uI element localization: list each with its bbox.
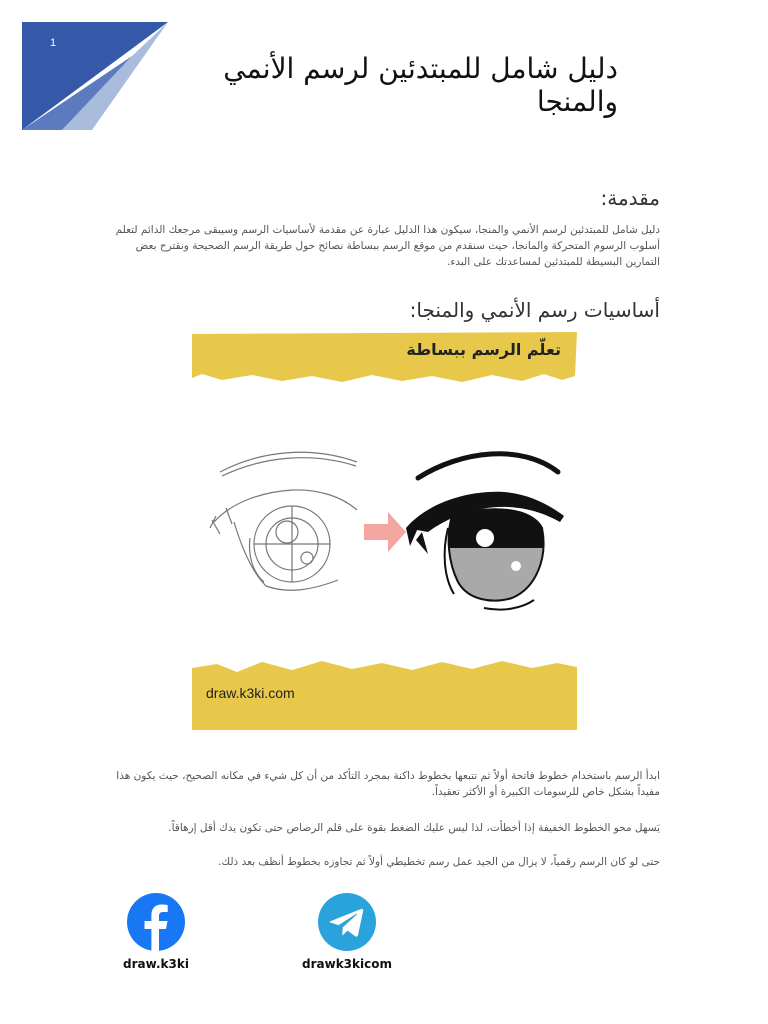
basics-heading: أساسيات رسم الأنمي والمنجا: <box>409 298 660 322</box>
corner-decoration <box>22 22 168 130</box>
figure-banner-title: تعلّم الرسم ببساطة <box>406 340 561 359</box>
basics-paragraph-2: يَسهل محو الخطوط الخفيفة إذا أخطأت، لذا ليس عليك الضغط بقوة على قلم الرصاص حتى تكون يدك أقل إرهاقاً. <box>168 822 660 834</box>
telegram-icon <box>318 893 376 951</box>
facebook-label: draw.k3ki <box>123 957 189 971</box>
intro-heading: مقدمة: <box>600 186 660 210</box>
page-number: 1 <box>50 37 57 49</box>
intro-paragraph: دليل شامل للمبتدئين لرسم الأنمي والمنجا، سيكون هذا الدليل عبارة عن مقدمة لأساسيات الرسم وسيبقى مرجعك الدائم لتعلم أسلوب الرسوم المتحركة والمانجا، حيث سنقدم من موقع الرسم ببساطة نصائح حول طريقة الرسم الصحيحة ونقترح بعض التمارين البسيطة للمبتدئين لمساعدتك على البدء. <box>115 224 660 268</box>
eye-drawing-figure <box>192 332 577 730</box>
basics-paragraph-3: حتى لو كان الرسم رقمياً، لا يزال من الجيد عمل رسم تخطيطي أولاً ثم تجاوزه بخطوط أنظف بعد ذلك. <box>218 856 660 868</box>
facebook-link[interactable] <box>116 893 196 971</box>
page-title: دليل شامل للمبتدئين لرسم الأنمي والمنجا <box>223 52 618 118</box>
facebook-icon <box>127 893 185 951</box>
telegram-link[interactable] <box>302 893 392 971</box>
telegram-label: drawk3kicom <box>302 957 392 971</box>
figure-url: draw.k3ki.com <box>206 685 295 701</box>
basics-paragraph-1: ابدأ الرسم باستخدام خطوط فاتحة أولاً ثم تتبعها بخطوط داكنة بمجرد التأكد من أن كل شيء في مكانه الصحيح، حيث يكون هذا مفيداً بشكل خاص للرسومات الكبيرة أو الأكثر تعقيداً. <box>116 770 660 798</box>
